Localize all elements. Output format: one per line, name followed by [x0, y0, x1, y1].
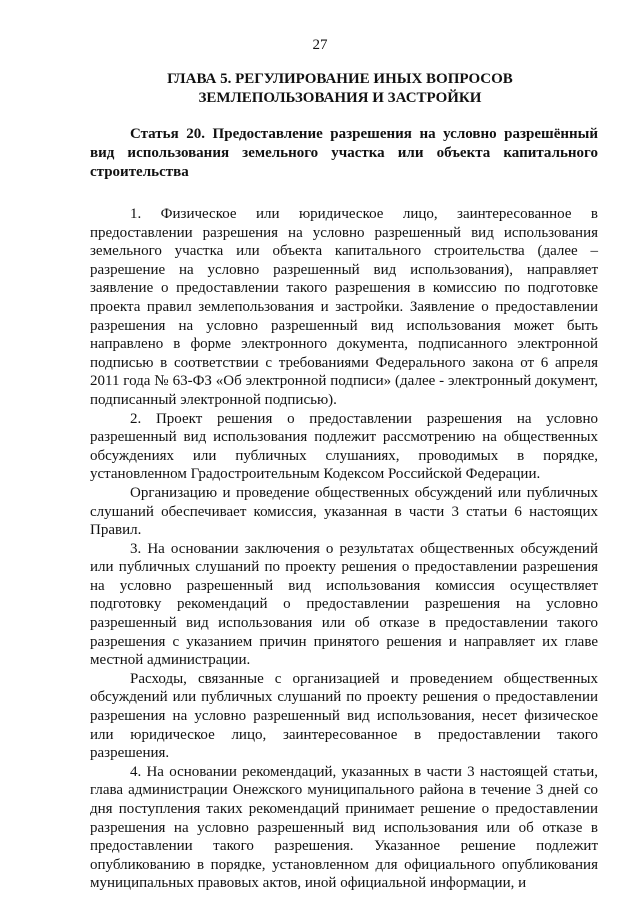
paragraph-6: 4. На основании рекомендаций, указанных в части 3 настоящей статьи, глава администрации Онежского муниципального района в течение 3 дней со дня поступления таких рекомендаций принимает решение о предоставлении разрешения на условно разрешенный вид использования или об отказе в предоставлении такого разрешения. Указанное решение подлежит опубликованию в порядке, установленном для официального опубликования муниципальных правовых актов, иной официальной информации, и	[90, 763, 598, 892]
paragraph-5: Расходы, связанные с организацией и проведением общественных обсуждений или публичных слушаний по проекту решения о предоставлении разрешения на условно разрешенный вид использования, несет физическое или юридическое лицо, заинтересованное в предоставлении такого разрешения.	[90, 670, 598, 762]
chapter-title-line-2: ЗЕМЛЕПОЛЬЗОВАНИЯ И ЗАСТРОЙКИ	[198, 90, 482, 106]
page-number: 27	[312, 37, 328, 53]
article-body	[90, 205, 598, 893]
paragraph-2: 2. Проект решения о предоставлении разрешения на условно разрешенный вид использования подлежит рассмотрению на общественных обсуждениях или публичных слушаниях, проводимых в порядке, установленном Градостроительным Кодексом Российской Федерации.	[90, 410, 598, 483]
chapter-title	[110, 70, 570, 108]
chapter-title-line-1: ГЛАВА 5. РЕГУЛИРОВАНИЕ ИНЫХ ВОПРОСОВ	[167, 71, 513, 87]
paragraph-4: 3. На основании заключения о результатах общественных обсуждений или публичных слушаний по проекту решения о предоставлении разрешения на условно разрешенный вид использования комиссия осуществляет подготовку рекомендаций о предоставлении разрешения на условно разрешенный вид использования или об отказе в предоставлении такого разрешения с указанием причин принятого решения и направляет их главе местной администрации.	[90, 540, 598, 669]
paragraph-3: Организацию и проведение общественных обсуждений или публичных слушаний обеспечивает комиссия, указанная в части 3 статьи 6 настоящих Правил.	[90, 484, 598, 539]
article-title: Статья 20. Предоставление разрешения на условно разрешённый вид использования земельного участка или объекта капитального строительства	[90, 126, 598, 180]
paragraph-1: 1. Физическое или юридическое лицо, заинтересованное в предоставлении разрешения на условно разрешенный вид использования земельного участка или объекта капитального строительства (далее – разрешение на условно разрешенный вид использования), направляет заявление о предоставлении такого разрешения в комиссию по подготовке проекта правил землепользования и застройки. Заявление о предоставлении разрешения на условно разрешенный вид использования может быть направлено в форме электронного документа, подписанного электронной подписью в соответствии с требованиями Федерального закона от 6 апреля 2011 года № 63-ФЗ «Об электронной подписи» (далее - электронный документ, подписанный электронной подписью).	[90, 206, 598, 408]
